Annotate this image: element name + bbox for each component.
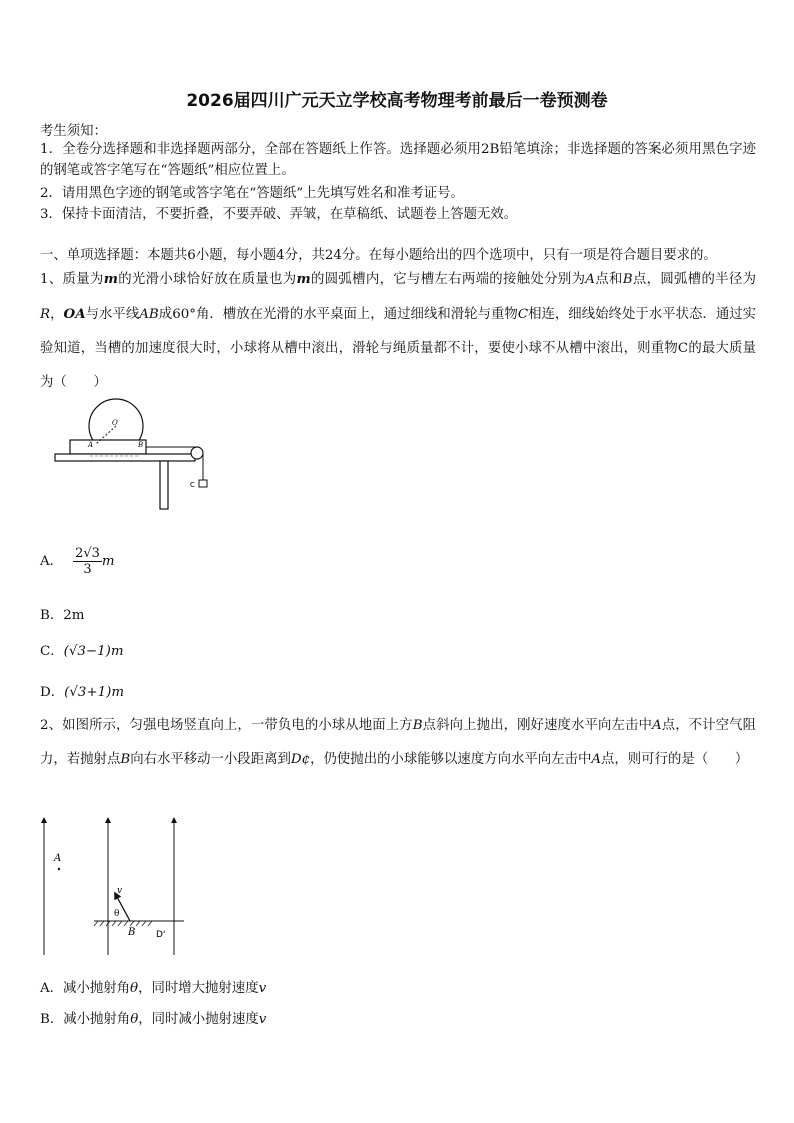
label-A: A — [88, 441, 94, 449]
notice-item-1: 1．全卷分选择题和非选择题两部分，全部在答题纸上作答。选择题必须用2B铅笔填涂；非选择题的答案必须用黑色字迹的钢笔或答字笔写在“答题纸”相应位置上。 — [40, 142, 756, 178]
page-title: 2026届四川广元天立学校高考物理考前最后一卷预测卷 — [186, 91, 608, 111]
question-2-text: 2、如图所示，匀强电场竖直向上，一带负电的小球从地面上方B点斜向上抛出，刚好速度水平向左击中A点，不计空气阻力，若抛射点B向右水平移动一小段距离到D¢，仍使抛出的小球能够以速度方向水平向左击中A点，则可行的是（ ） — [40, 718, 757, 767]
q1-option-d: D．(√3+1)m — [40, 685, 125, 700]
figure-1-groove-pulley — [50, 398, 220, 513]
q2-option-a: A．减小抛射角θ，同时增大抛射速度v — [40, 981, 267, 996]
label-D: D' — [156, 930, 166, 940]
table-top — [55, 454, 195, 461]
q1-option-c: C．(√3−1)m — [40, 644, 124, 659]
figure-2-electric-field — [36, 815, 196, 960]
pulley — [191, 447, 203, 459]
section-heading: 一、单项选择题：本题共6小题，每小题4分，共24分。在每小题给出的四个选项中，只有一项是符合题目要求的。 — [40, 248, 717, 263]
label-O: O — [112, 419, 118, 427]
notice-item-2: 2．请用黑色字迹的钢笔或答字笔在“答题纸”上先填写姓名和准考证号。 — [40, 186, 464, 201]
table-leg — [160, 461, 168, 509]
q1-option-a: A． $\frac{2√3}{3}$ m — [40, 546, 115, 577]
label-C: C — [190, 481, 195, 489]
notice-item-3: 3．保持卡面清洁，不要折叠，不要弄破、弄皱，在草稿纸、试题卷上答题无效。 — [40, 207, 518, 222]
q2-option-b: B．减小抛射角θ，同时减小抛射速度v — [40, 1012, 267, 1027]
weight-C — [199, 480, 207, 487]
label-v: v — [117, 886, 123, 896]
ground-hatch — [94, 921, 152, 926]
label-B: B — [128, 927, 136, 938]
label-theta: θ — [114, 909, 120, 919]
label-A: A — [54, 853, 62, 864]
question-1-text: 1、质量为m的光滑小球恰好放在质量也为m的圆弧槽内，它与槽左右两端的接触处分别为A点和B点，圆弧槽的半径为R，OA与水平线AB成60°角．槽放在光滑的水平桌面上，通过细线和滑轮与重物C相连，细线始终处于水平状态．通过实验知道，当槽的加速度很大时，小球将从槽中滚出，滑轮与绳质量都不计，要使小球不从槽中滚出，则重物C的最大质量为（ ） — [40, 271, 757, 390]
groove-block — [70, 440, 146, 454]
label-B: B — [138, 441, 144, 449]
point-A — [58, 868, 60, 870]
q1-option-b: B．2m — [40, 608, 85, 623]
notice-heading: 考生须知： — [40, 124, 107, 139]
